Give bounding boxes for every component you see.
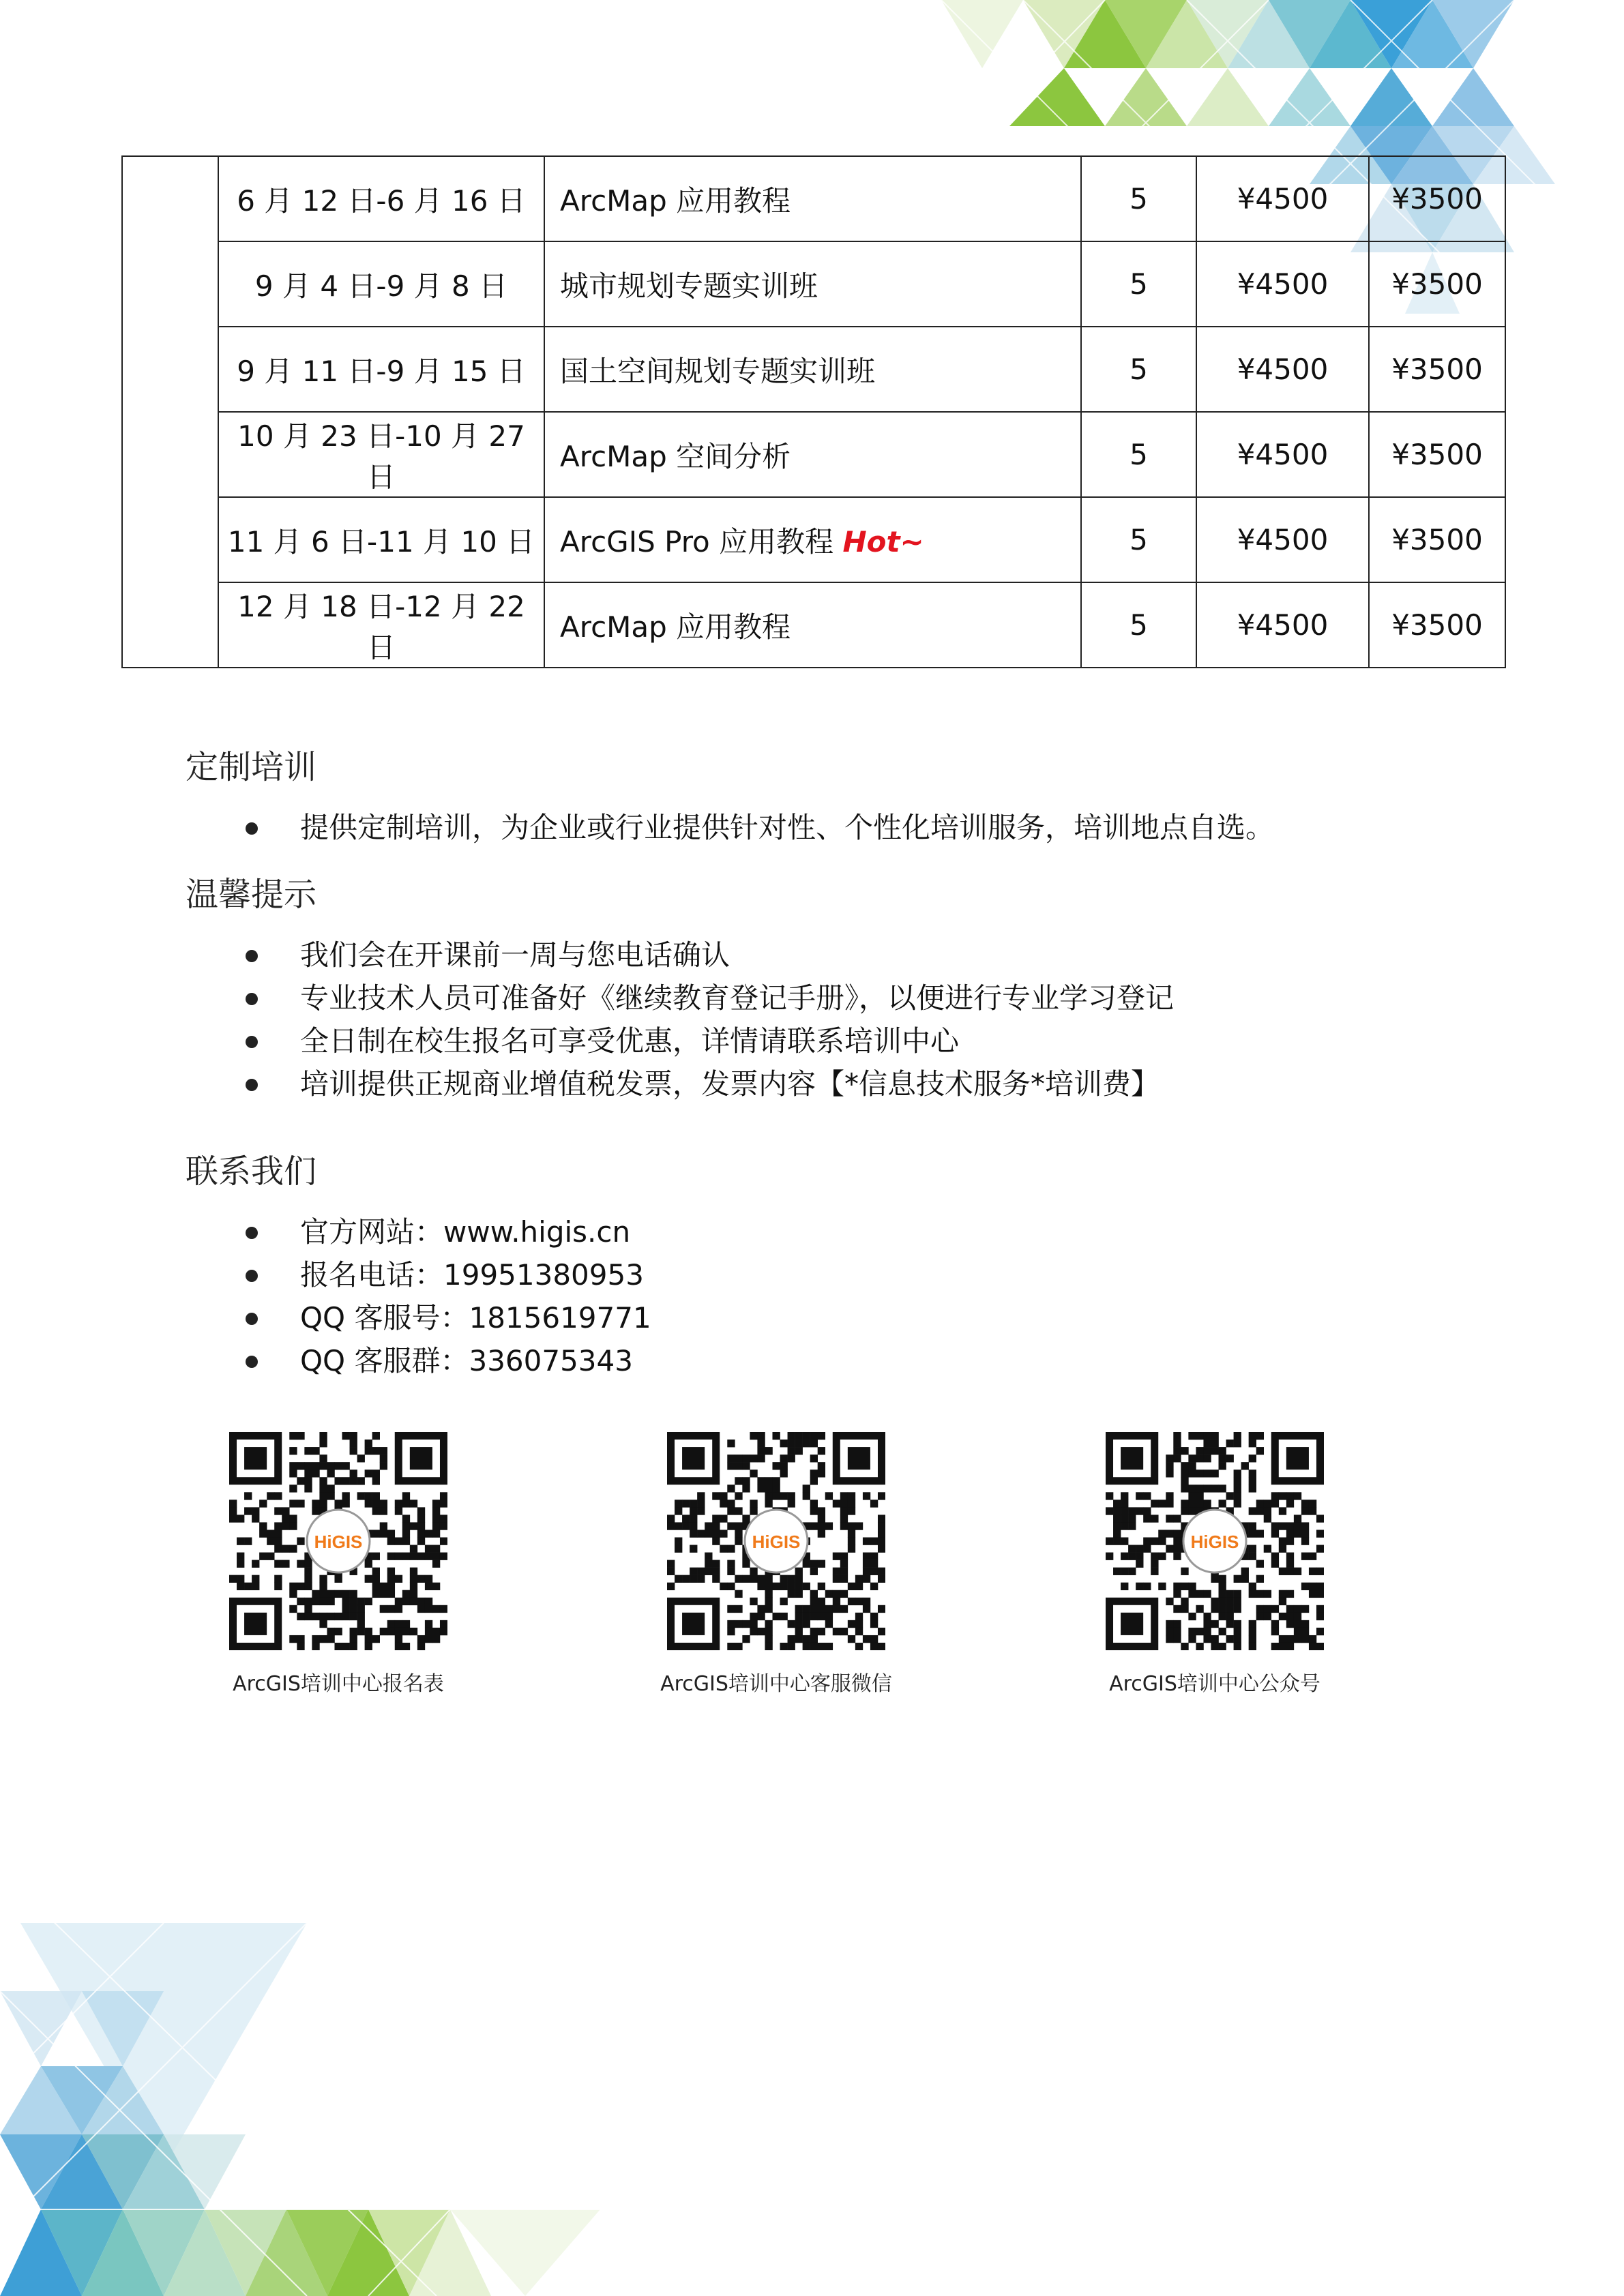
bullet-icon <box>246 1079 258 1091</box>
list-item <box>186 976 1174 1019</box>
decorative-triangles-bottom-left <box>0 1909 614 2296</box>
date-cell: 10 月 23 日-10 月 27 日 <box>218 412 544 497</box>
higis-logo-text: HiGIS <box>1190 1532 1239 1552</box>
higis-logo-text: HiGIS <box>752 1532 801 1552</box>
course-schedule-table <box>121 155 1506 668</box>
list-item-website[interactable] <box>186 1210 651 1253</box>
higis-logo-text: HiGIS <box>314 1532 363 1552</box>
tips-title: 温馨提示 <box>186 876 317 914</box>
price-cell: ¥4500 <box>1196 241 1369 327</box>
qr-code-icon <box>1106 1432 1324 1650</box>
list-item-text: QQ 客服号：1815619771 <box>300 1301 651 1335</box>
qr-caption: ArcGIS培训中心报名表 <box>233 1672 444 1696</box>
bullet-icon <box>246 1313 258 1325</box>
list-item-text: 专业技术人员可准备好《继续教育登记手册》，以便进行专业学习登记 <box>300 981 1175 1015</box>
bullet-icon <box>246 1036 258 1048</box>
course-cell: ArcMap 应用教程 <box>544 582 1081 668</box>
list-item <box>186 1062 1174 1105</box>
price-cell: ¥4500 <box>1196 327 1369 412</box>
days-cell: 5 <box>1081 412 1196 497</box>
bullet-icon <box>246 1356 258 1368</box>
list-item-text: 官方网站：www.higis.cn <box>300 1215 631 1249</box>
qr-block-wechat <box>633 1432 919 1697</box>
list-item-text: 我们会在开课前一周与您电话确认 <box>300 938 730 972</box>
list-item-qq-group <box>186 1339 651 1382</box>
list-item-qq-service <box>186 1296 651 1339</box>
date-cell: 9 月 11 日-9 月 15 日 <box>218 327 544 412</box>
qr-block-registration <box>195 1432 482 1697</box>
discount-price-cell: ¥3500 <box>1369 241 1505 327</box>
qr-code-icon <box>667 1432 885 1650</box>
list-item-text: 提供定制培训，为企业或行业提供针对性、个性化培训服务，培训地点自选。 <box>300 811 1275 844</box>
list-item-text: 培训提供正规商业增值税发票，发票内容【*信息技术服务*培训费】 <box>300 1067 1160 1101</box>
discount-price-cell: ¥3500 <box>1369 497 1505 582</box>
course-cell: ArcMap 应用教程 <box>544 156 1081 241</box>
bullet-icon <box>246 1270 258 1282</box>
days-cell: 5 <box>1081 327 1196 412</box>
table-row <box>122 582 1505 668</box>
list-item-text: 报名电话：19951380953 <box>300 1258 644 1292</box>
date-cell: 9 月 4 日-9 月 8 日 <box>218 241 544 327</box>
bullet-icon <box>246 1227 258 1239</box>
list-item-phone <box>186 1253 651 1296</box>
category-cell <box>122 156 218 668</box>
qr-caption: ArcGIS培训中心客服微信 <box>660 1672 892 1696</box>
price-cell: ¥4500 <box>1196 582 1369 668</box>
discount-price-cell: ¥3500 <box>1369 156 1505 241</box>
bullet-icon <box>246 822 258 835</box>
custom-training-list <box>186 806 1274 849</box>
list-item-text: 全日制在校生报名可享受优惠，详情请联系培训中心 <box>300 1024 960 1058</box>
course-cell: 城市规划专题实训班 <box>544 241 1081 327</box>
qr-block-official-account <box>1072 1432 1358 1697</box>
list-item <box>186 1019 1174 1062</box>
table-row <box>122 327 1505 412</box>
price-cell: ¥4500 <box>1196 497 1369 582</box>
bullet-icon <box>246 950 258 962</box>
discount-price-cell: ¥3500 <box>1369 412 1505 497</box>
list-item <box>186 934 1174 976</box>
table-row <box>122 241 1505 327</box>
days-cell: 5 <box>1081 582 1196 668</box>
table-row <box>122 156 1505 241</box>
contact-title: 联系我们 <box>186 1152 317 1191</box>
bullet-icon <box>246 993 258 1005</box>
qr-caption: ArcGIS培训中心公众号 <box>1109 1672 1320 1696</box>
list-item <box>186 806 1274 849</box>
list-item-text: QQ 客服群：336075343 <box>300 1344 633 1377</box>
table-row <box>122 412 1505 497</box>
discount-price-cell: ¥3500 <box>1369 327 1505 412</box>
price-cell: ¥4500 <box>1196 156 1369 241</box>
table-row <box>122 497 1505 582</box>
qr-code-icon <box>229 1432 447 1650</box>
date-cell: 12 月 18 日-12 月 22 日 <box>218 582 544 668</box>
date-cell: 11 月 6 日-11 月 10 日 <box>218 497 544 582</box>
course-cell: 国土空间规划专题实训班 <box>544 327 1081 412</box>
course-cell: ArcMap 空间分析 <box>544 412 1081 497</box>
date-cell: 6 月 12 日-6 月 16 日 <box>218 156 544 241</box>
course-cell: ArcGIS Pro 应用教程 Hot~ <box>544 497 1081 582</box>
days-cell: 5 <box>1081 156 1196 241</box>
tips-list <box>186 934 1174 1105</box>
days-cell: 5 <box>1081 497 1196 582</box>
hot-badge: Hot~ <box>842 524 924 558</box>
custom-training-title: 定制培训 <box>186 748 317 786</box>
discount-price-cell: ¥3500 <box>1369 582 1505 668</box>
days-cell: 5 <box>1081 241 1196 327</box>
contact-list <box>186 1210 651 1382</box>
price-cell: ¥4500 <box>1196 412 1369 497</box>
